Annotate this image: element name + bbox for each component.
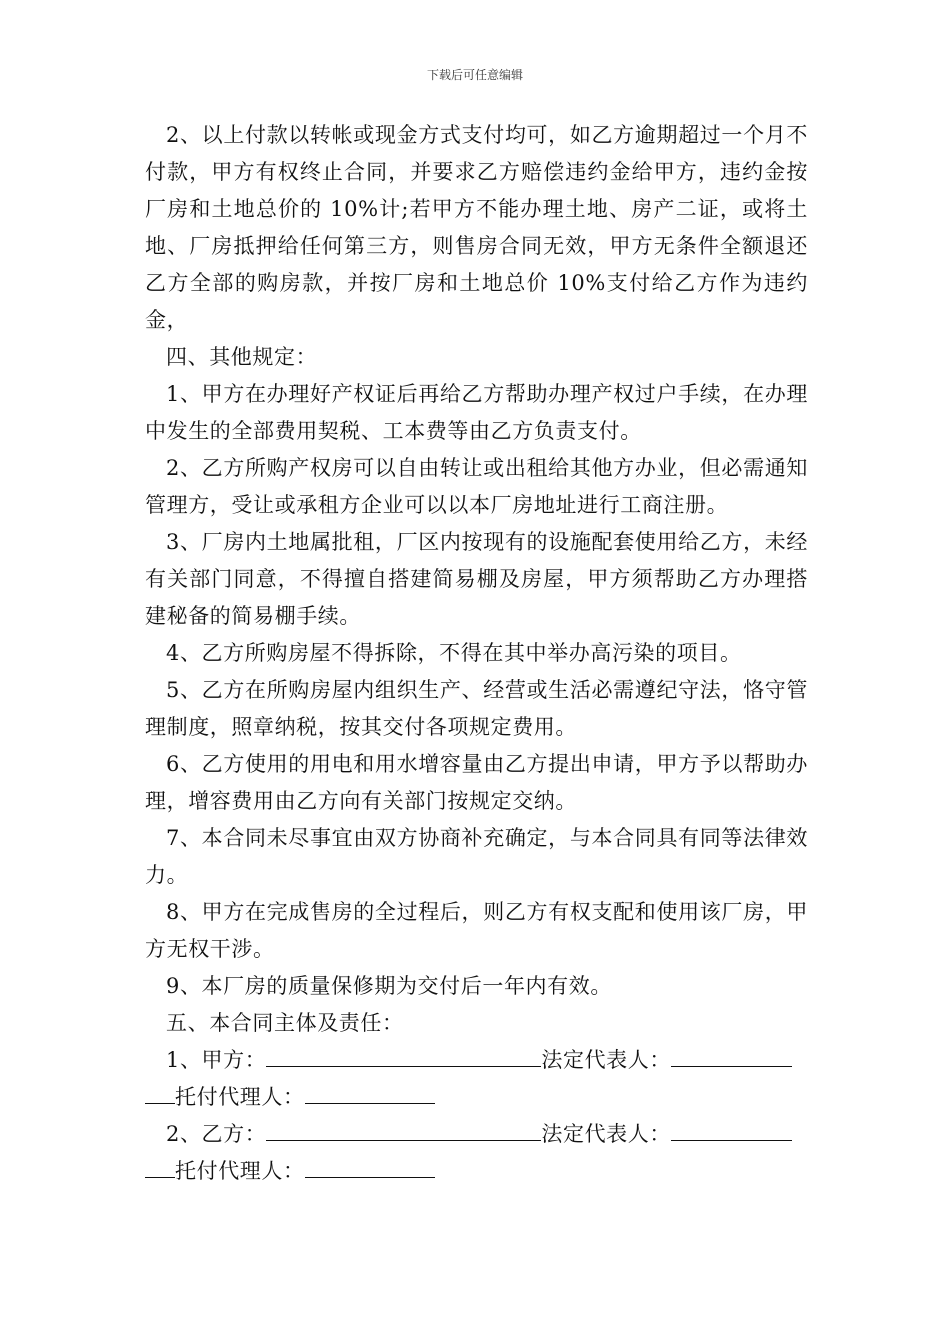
party-b-name-blank[interactable] <box>266 1118 541 1141</box>
signature-line <box>145 1079 808 1116</box>
clause-4: 4、乙方所购房屋不得拆除，不得在其中举办高污染的项目。 <box>166 641 742 665</box>
party-a-agent-blank[interactable] <box>305 1081 435 1104</box>
party-b-label: 2、乙方： <box>166 1122 267 1146</box>
party-a-agent-label: 托付代理人： <box>175 1085 305 1109</box>
party-a-name-blank[interactable] <box>266 1044 541 1067</box>
signature-block-party-b <box>145 1116 808 1190</box>
clause-payment-terms: 2、以上付款以转帐或现金方式支付均可，如乙方逾期超过一个月不付款，甲方有权终止合同，并要求乙方赔偿违约金给甲方，违约金按厂房和土地总价的 10%计;若甲方不能办理土地、房产二证，或将土地、厂房抵押给任何第三方，则售房合同无效，甲方无条件全额退还乙方全部的购房款，并按厂房和土地总价 10%支付给乙方作为违约金， <box>145 123 808 332</box>
party-a-rep-label: 法定代表人： <box>541 1048 671 1072</box>
contract-body <box>145 117 808 1190</box>
party-b-rep-blank-continued[interactable] <box>145 1155 175 1178</box>
party-b-agent-blank[interactable] <box>305 1155 435 1178</box>
clause-8: 8、甲方在完成售房的全过程后，则乙方有权支配和使用该厂房，甲方无权干涉。 <box>145 900 808 961</box>
party-b-rep-blank[interactable] <box>671 1118 792 1141</box>
clause-5: 5、乙方在所购房屋内组织生产、经营或生活必需遵纪守法，恪守管理制度，照章纳税，按其交付各项规定费用。 <box>145 678 808 739</box>
signature-line <box>145 1116 808 1153</box>
section-heading-other-rules: 四、其他规定： <box>166 345 318 369</box>
party-b-agent-label: 托付代理人： <box>175 1159 305 1183</box>
clause-7: 7、本合同未尽事宜由双方协商补充确定，与本合同具有同等法律效力。 <box>145 826 808 887</box>
clause-3: 3、厂房内土地属批租，厂区内按现有的设施配套使用给乙方，未经有关部门同意，不得擅自搭建简易棚及房屋，甲方须帮助乙方办理搭建秘备的简易棚手续。 <box>145 530 808 628</box>
clause-1: 1、甲方在办理好产权证后再给乙方帮助办理产权过户手续，在办理中发生的全部费用契税、工本费等由乙方负责支付。 <box>145 382 808 443</box>
section-heading-parties: 五、本合同主体及责任： <box>166 1011 404 1035</box>
clause-6: 6、乙方使用的用电和用水增容量由乙方提出申请，甲方予以帮助办理，增容费用由乙方向有关部门按规定交纳。 <box>145 752 808 813</box>
party-b-rep-label: 法定代表人： <box>541 1122 671 1146</box>
party-a-rep-blank[interactable] <box>671 1044 792 1067</box>
clause-9: 9、本厂房的质量保修期为交付后一年内有效。 <box>166 974 612 998</box>
party-a-rep-blank-continued[interactable] <box>145 1081 175 1104</box>
signature-line <box>145 1153 808 1190</box>
party-a-label: 1、甲方： <box>166 1048 267 1072</box>
page-header: 下载后可任意编辑 <box>426 68 523 82</box>
signature-line <box>145 1042 808 1079</box>
signature-block-party-a <box>145 1042 808 1116</box>
clause-2: 2、乙方所购产权房可以自由转让或出租给其他方办业，但必需通知管理方，受让或承租方企业可以以本厂房地址进行工商注册。 <box>145 456 808 517</box>
